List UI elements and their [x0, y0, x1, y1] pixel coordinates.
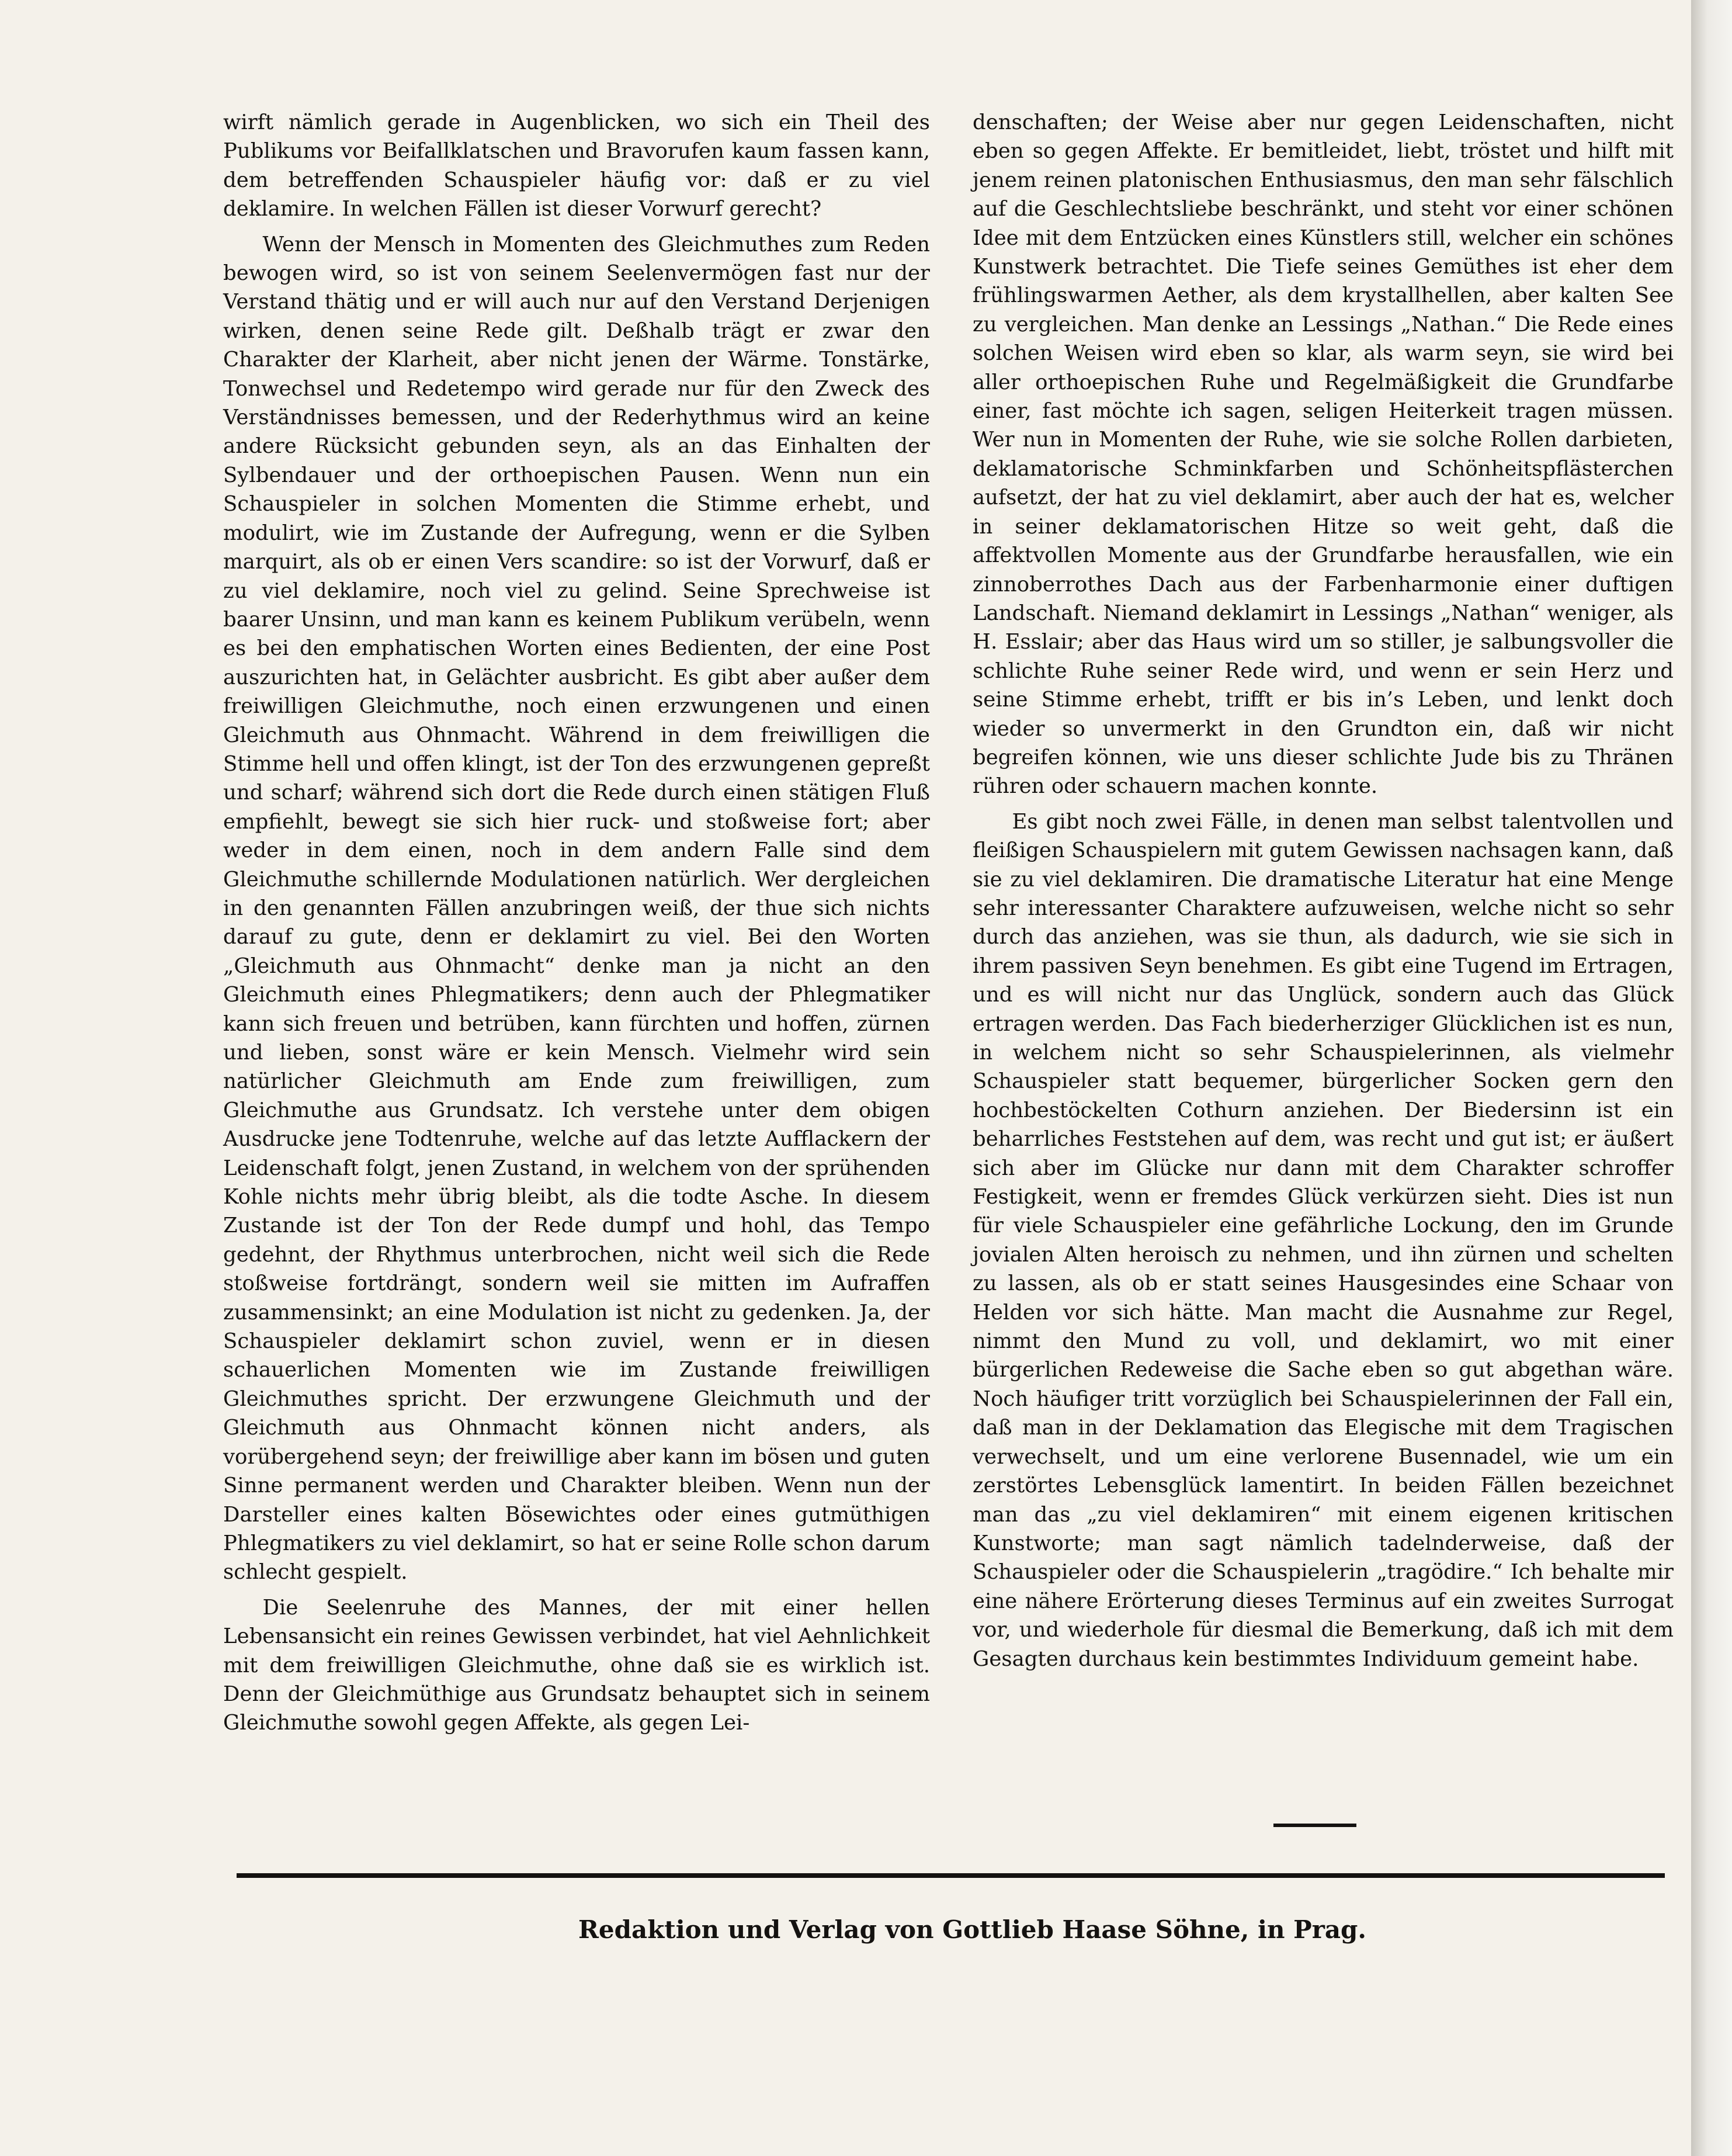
paragraph-right-2: Es gibt noch zwei Fälle, in denen man selbst talentvollen und fleißigen Schauspielern mit gutem Gewissen nachsagen kann, daß sie zu viel deklamiren. Die dramatische Literatur hat eine Menge sehr interessanter Charaktere aufzuweisen, welche nicht so sehr durch das anziehen, was sie thun, als dadurch, wie sie sich in ihrem passiven Seyn benehmen. Es gibt eine Tugend im Ertragen, und es will nicht nur das Unglück, sondern auch das Glück ertragen werden. Das Fach biederherziger Glücklichen ist es nun, in welchem nicht so sehr Schauspielerinnen, als vielmehr Schauspieler statt bequemer, bürgerlicher Socken gern den hochbestöckelten Cothurn anziehen. Der Biedersinn ist ein beharrliches Feststehen auf dem, was recht und gut ist; er äußert sich aber im Glücke nur dann mit dem Charakter schroffer Festigkeit, wenn er fremdes Glück verkürzen sieht. Dies ist nun für viele Schauspieler eine gefährliche Lockung, den im Grunde jovialen Alten heroisch zu nehmen, und ihn zürnen und schelten zu lassen, als ob er statt seines Hausgesindes eine Schaar von Helden vor sich hätte. Man macht die Ausnahme zur Regel, nimmt den Mund zu voll, und deklamirt, wo mit einer bürgerlichen Redeweise die Sache eben so gut abgethan wäre. Noch häufiger tritt vorzüglich bei Schauspielerinnen der Fall ein, daß man in der Deklamation das Elegische mit dem Tragischen verwechselt, und um eine verlorene Busennadel, wie um ein zerstörtes Lebensglück lamentirt. In beiden Fällen bezeichnet man das „zu viel deklamiren“ mit einem eigenen kritischen Kunstworte; man sagt nämlich tadelnderweise, daß der Schauspieler oder die Schauspielerin „tragödire.“ Ich behalte mir eine nähere Erörterung dieses Terminus auf ein zweites Surrogat vor, und wiederhole für diesmal die Bemerkung, daß ich mit dem Gesagten durchaus kein bestimmtes Individuum gemeint habe. — [973, 809, 1674, 1671]
scan-edge — [1691, 0, 1732, 2156]
publisher-imprint: Redaktion und Verlag von Gottlieb Haase Söhne, in Prag. — [578, 1915, 1367, 1944]
left-text-column — [223, 108, 930, 1738]
paragraph-left-2: Wenn der Mensch in Momenten des Gleichmuthes zum Reden bewogen wird, so ist von seinem Seelenvermögen fast nur der Verstand thätig und er will auch nur auf den Verstand Derjenigen wirken, denen seine Rede gilt. Deßhalb trägt er zwar den Charakter der Klarheit, aber nicht jenen der Wärme. Tonstärke, Tonwechsel und Redetempo wird gerade nur für den Zweck des Verständnisses bemessen, und der Rederhythmus wird an keine andere Rücksicht gebunden seyn, als an das Einhalten der Sylbendauer und der orthoepischen Pausen. Wenn nun ein Schauspieler in solchen Momenten die Stimme erhebt, und modulirt, wie im Zustande der Aufregung, wenn er die Sylben marquirt, als ob er einen Vers scandire: so ist der Vorwurf, daß er zu viel deklamire, noch viel zu gelind. Seine Sprechweise ist baarer Unsinn, und man kann es keinem Publikum verübeln, wenn es bei den emphatischen Worten eines Bedienten, der eine Post auszurichten hat, in Gelächter ausbricht. Es gibt aber außer dem freiwilligen Gleichmuthe, noch einen erzwungenen und einen Gleichmuth aus Ohnmacht. Während in dem freiwilligen die Stimme hell und offen klingt, ist der Ton des erzwungenen gepreßt und scharf; während sich dort die Rede durch einen stätigen Fluß empfiehlt, bewegt sie sich hier ruck- und stoßweise fort; aber weder in dem einen, noch in dem andern Falle sind dem Gleichmuthe schillernde Modulationen natürlich. Wer dergleichen in den genannten Fällen anzubringen weiß, der thue sich nichts darauf zu gute, denn er deklamirt zu viel. Bei den Worten „Gleichmuth aus Ohnmacht“ denke man ja nicht an den Gleichmuth eines Phlegmatikers; denn auch der Phlegmatiker kann sich freuen und betrüben, kann fürchten und hoffen, zürnen und lieben, sonst wäre er kein Mensch. Vielmehr wird sein natürlicher Gleichmuth am Ende zum freiwilligen, zum Gleichmuthe aus Grundsatz. Ich verstehe unter dem obigen Ausdrucke jene Todtenruhe, welche auf das letzte Aufflackern der Leidenschaft folgt, jenen Zustand, in welchem von der sprühenden Kohle nichts mehr übrig bleibt, als die todte Asche. In diesem Zustande ist der Ton der Rede dumpf und hohl, das Tempo gedehnt, der Rhythmus unterbrochen, nicht weil sich die Rede stoßweise fortdrängt, sondern weil sie mitten im Aufraffen zusammensinkt; an eine Modulation ist nicht zu gedenken. Ja, der Schauspieler deklamirt schon zuviel, wenn er in diesen schauerlichen Momenten wie im Zustande freiwilligen Gleichmuthes spricht. Der erzwungene Gleichmuth und der Gleichmuth aus Ohnmacht können nicht anders, als vorübergehend seyn; der freiwillige aber kann im bösen und guten Sinne permanent werden und Charakter bleiben. Wenn nun der Darsteller eines kalten Bösewichtes oder eines gutmüthigen Phlegmatikers zu viel deklamirt, so hat er seine Rolle schon darum schlecht gespielt. — [223, 232, 930, 1585]
footer-divider — [237, 1873, 1665, 1878]
paragraph-right-1: denschaften; der Weise aber nur gegen Leidenschaften, nicht eben so gegen Affekte. Er bemitleidet, liebt, tröstet und hilft mit jenem reinen platonischen Enthusiasmus, den man sehr fälschlich auf die Geschlechtsliebe beschränkt, und steht vor einer schönen Idee mit dem Entzücken eines Künstlers still, welcher ein schönes Kunstwerk betrachtet. Die Tiefe seines Gemüthes ist eher dem frühlingswarmen Aether, als dem krystallhellen, aber kalten See zu vergleichen. Man denke an Lessings „Nathan.“ Die Rede eines solchen Weisen wird eben so klar, als warm seyn, sie wird bei aller orthoepischen Ruhe und Regelmäßigkeit die Grundfarbe einer, fast möchte ich sagen, seligen Heiterkeit tragen müssen. Wer nun in Momenten der Ruhe, wie sie solche Rollen darbieten, deklamatorische Schminkfarben und Schönheitspflästerchen aufsetzt, der hat zu viel deklamirt, aber auch der hat es, welcher in seiner deklamatorischen Hitze so weit geht, daß die affektvollen Momente aus der Grundfarbe herausfallen, wie ein zinnoberrothes Dach aus der Farbenharmonie einer duftigen Landschaft. Niemand deklamirt in Lessings „Nathan“ weniger, als H. Esslair; aber das Haus wird um so stiller, je salbungsvoller die schlichte Ruhe seiner Rede wird, und wenn er sein Herz und seine Stimme erhebt, trifft er bis in’s Leben, und lenkt doch wieder so unvermerkt in den Grundton ein, daß wir nicht begreifen können, wie uns dieser schlichte Jude bis zu Thränen rühren oder schauern machen konnte. — [973, 110, 1674, 799]
article-end-rule — [1273, 1824, 1356, 1827]
paragraph-left-1: wirft nämlich gerade in Augenblicken, wo sich ein Theil des Publikums vor Beifallklatschen und Bravorufen kaum fassen kann, dem betreffenden Schauspieler häufig vor: daß er zu viel deklamire. In welchen Fällen ist dieser Vorwurf gerecht? — [223, 110, 930, 221]
paragraph-left-3: Die Seelenruhe des Mannes, der mit einer hellen Lebensansicht ein reines Gewissen verbindet, hat viel Aehnlichkeit mit dem freiwilligen Gleichmuthe, ohne daß sie es wirklich ist. Denn der Gleichmüthige aus Grundsatz behauptet sich in seinem Gleichmuthe sowohl gegen Affekte, als gegen Lei- — [223, 1595, 930, 1735]
right-text-column — [973, 108, 1674, 1673]
